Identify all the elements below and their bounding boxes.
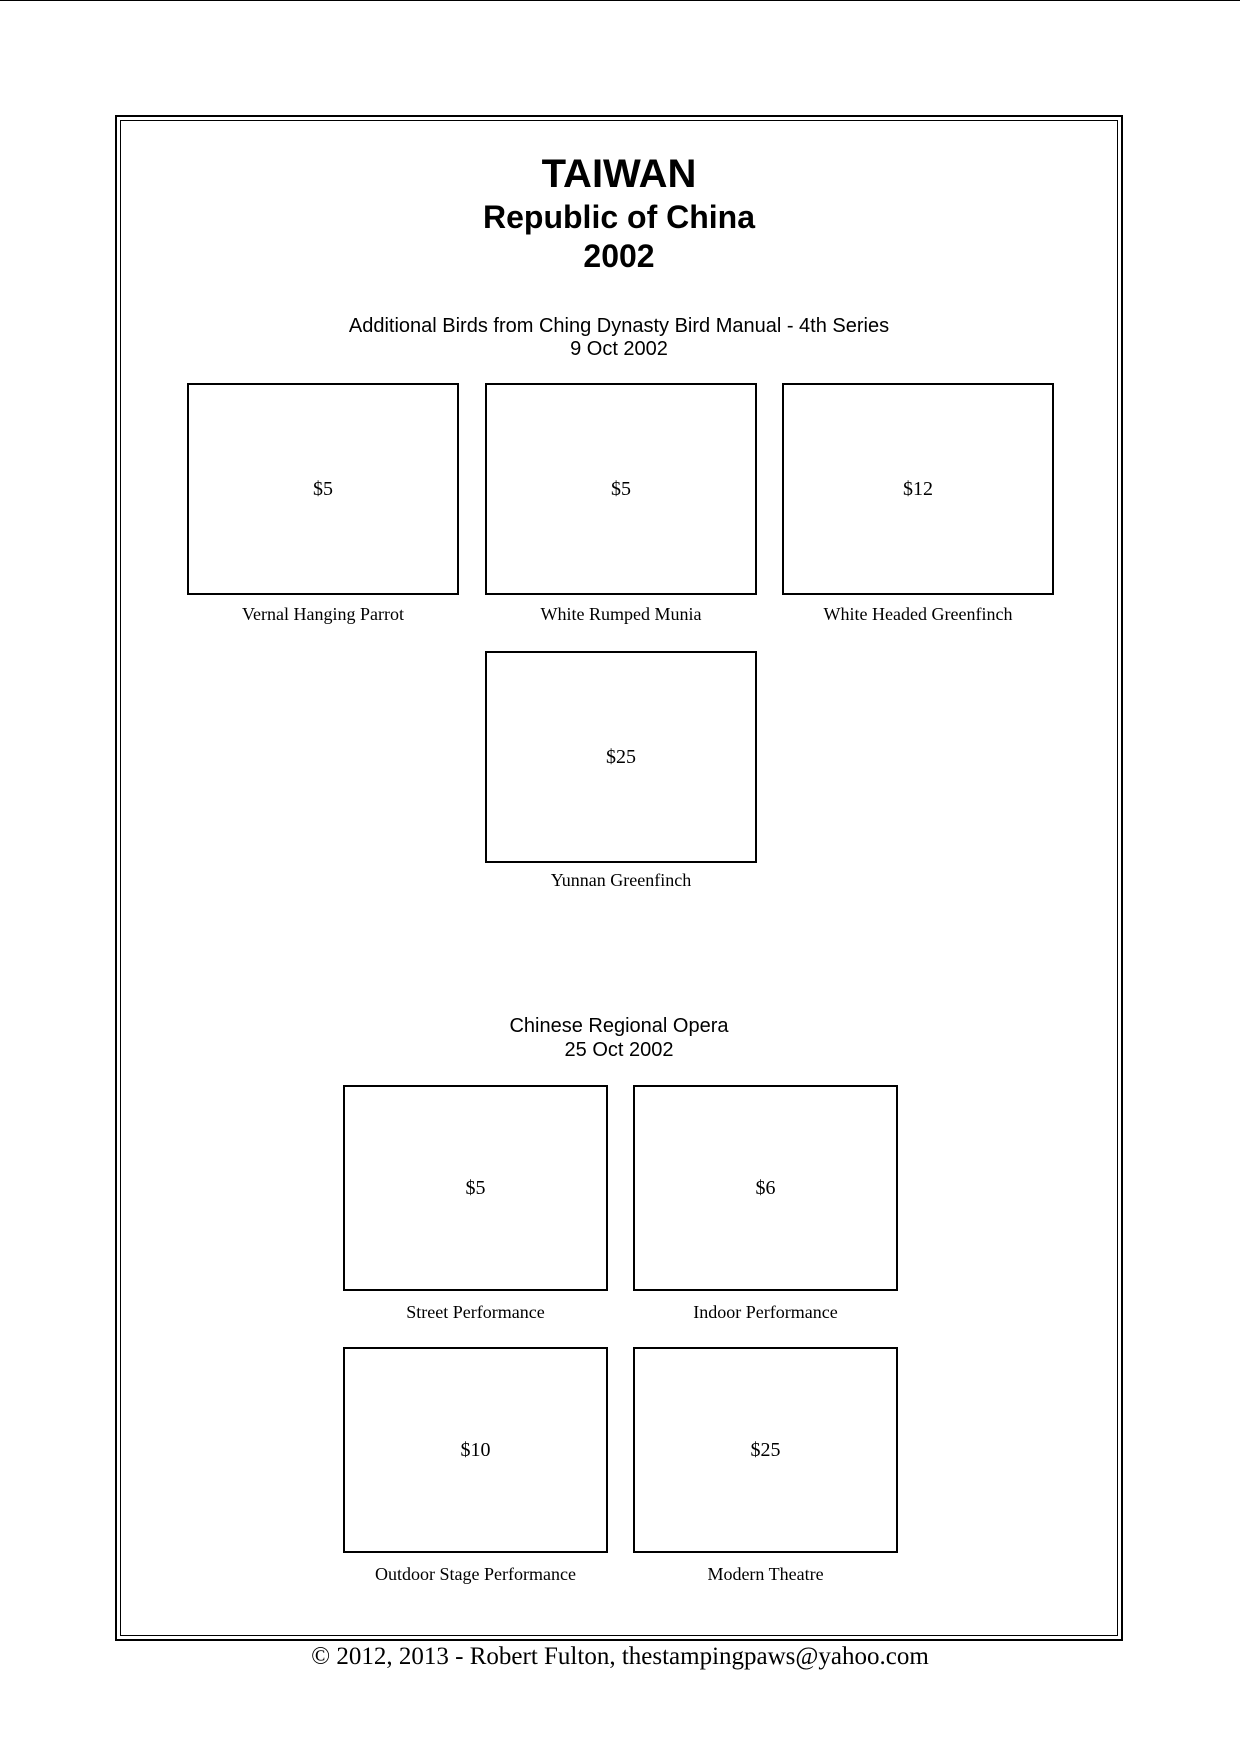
top-rule: [0, 0, 1240, 1]
footer-copyright: © 2012, 2013 - Robert Fulton, thestampingpaws@yahoo.com: [311, 1643, 929, 1670]
stamp-value: $10: [460, 1438, 491, 1461]
stamp-value: $5: [611, 477, 631, 500]
page-year: 2002: [583, 238, 655, 274]
stamp-caption: Street Performance: [406, 1302, 545, 1322]
page-subtitle: Republic of China: [483, 199, 755, 235]
stamp-caption: White Rumped Munia: [540, 604, 702, 624]
stamp-value: $5: [313, 477, 333, 500]
set-title-opera: Chinese Regional Opera: [509, 1015, 729, 1037]
page-title: TAIWAN: [541, 152, 697, 196]
stamp-value: $5: [465, 1176, 486, 1199]
set-title-birds: Additional Birds from Ching Dynasty Bird Manual - 4th Series: [348, 315, 890, 337]
stamp-box: [633, 1085, 898, 1291]
stamp-value: $6: [755, 1176, 776, 1199]
stamp-box: [343, 1085, 608, 1291]
stamp-caption: Indoor Performance: [693, 1302, 838, 1322]
stamp-box: [782, 383, 1054, 595]
stamp-caption: Yunnan Greenfinch: [550, 870, 692, 890]
stamp-value: $12: [903, 477, 933, 500]
set-date-opera: 25 Oct 2002: [564, 1039, 674, 1061]
stamp-caption: Vernal Hanging Parrot: [242, 604, 404, 624]
stamp-box: [343, 1347, 608, 1553]
stamp-caption: Modern Theatre: [707, 1564, 824, 1584]
stamp-value: $25: [750, 1438, 781, 1461]
stamp-box: [485, 651, 757, 863]
stamp-caption: Outdoor Stage Performance: [375, 1564, 576, 1584]
stamp-box: [485, 383, 757, 595]
stamp-box: [633, 1347, 898, 1553]
stamp-caption: White Headed Greenfinch: [823, 604, 1013, 624]
stamp-value: $25: [606, 745, 636, 768]
stamp-box: [187, 383, 459, 595]
set-date-birds: 9 Oct 2002: [570, 338, 668, 360]
